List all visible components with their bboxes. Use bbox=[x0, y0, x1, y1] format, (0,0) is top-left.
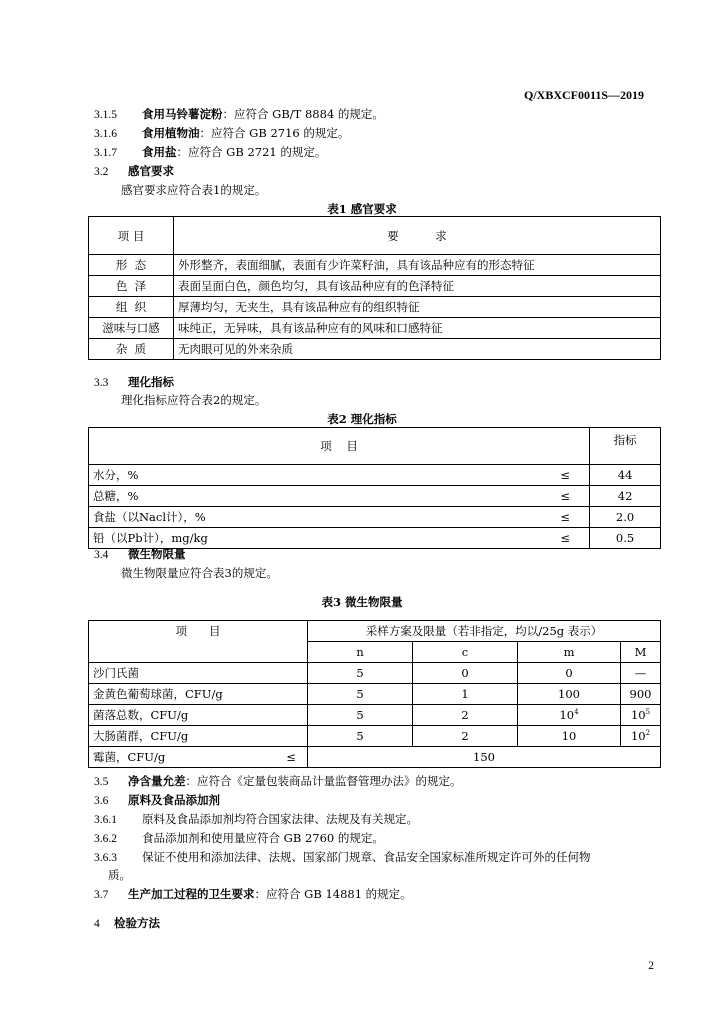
table1-caption: 表1 感官要求 bbox=[327, 202, 397, 216]
table2-row-op: ≤ bbox=[541, 486, 590, 507]
table3-row-n: 5 bbox=[308, 705, 413, 726]
table2-row-op: ≤ bbox=[541, 507, 590, 528]
table3-row-M bbox=[621, 726, 661, 747]
clause-number: 3.2 bbox=[94, 166, 109, 178]
table3-m-exponent: 4 bbox=[574, 708, 579, 717]
clause-title: 理化指标 bbox=[128, 375, 174, 389]
clause-3-6 bbox=[94, 792, 220, 808]
clause-text: ：应符合 GB/T 8884 的规定。 bbox=[222, 107, 384, 121]
table3-row-m: 0 bbox=[518, 663, 621, 684]
clause-number: 3.4 bbox=[94, 549, 109, 561]
clause-text: 食品添加剂和使用量应符合 GB 2760 的规定。 bbox=[142, 831, 384, 845]
clause-text: ：应符合 GB 2721 的规定。 bbox=[176, 145, 327, 159]
table2-row-value: 0.5 bbox=[590, 528, 661, 549]
table3-col-M: M bbox=[621, 642, 661, 663]
clause-number: 3.3 bbox=[94, 377, 109, 389]
table2-row-op: ≤ bbox=[541, 465, 590, 486]
table2-header-index: 指标 bbox=[590, 428, 661, 465]
table3-M-base: 10 bbox=[630, 729, 646, 743]
clause-3-1-6 bbox=[94, 125, 349, 141]
table3-row-M bbox=[621, 705, 661, 726]
clause-3-6-1 bbox=[94, 811, 418, 827]
clause-title: 检验方法 bbox=[114, 916, 160, 930]
clause-3-6-2 bbox=[94, 830, 384, 846]
clause-number: 3.7 bbox=[94, 889, 109, 901]
clause-3-6-3-continuation: 质。 bbox=[108, 868, 131, 882]
table1-row-requirement: 厚薄均匀，无夹生，具有该品种应有的组织特征 bbox=[174, 297, 661, 318]
table2-header-item: 项 目 bbox=[89, 428, 590, 465]
clause-text: ：应符合 GB 14881 的规定。 bbox=[254, 887, 412, 901]
table3-header-plan: 采样方案及限量（若非指定，均以/25g 表示） bbox=[308, 621, 661, 642]
table3-row-n: 5 bbox=[308, 663, 413, 684]
table3-row-item: 金黄色葡萄球菌，CFU/g bbox=[89, 684, 308, 705]
page-number: 2 bbox=[648, 960, 654, 972]
table3-col-m: m bbox=[518, 642, 621, 663]
table3-M-base: 10 bbox=[630, 708, 646, 722]
section-4 bbox=[94, 915, 160, 931]
table3-row-c: 2 bbox=[413, 726, 518, 747]
clause-text: ：应符合 GB 2716 的规定。 bbox=[199, 126, 350, 140]
table3-col-c: c bbox=[413, 642, 518, 663]
clause-3-7 bbox=[94, 886, 412, 902]
table2-row-value: 42 bbox=[590, 486, 661, 507]
table3-row-m bbox=[518, 705, 621, 726]
clause-number: 3.6 bbox=[94, 795, 109, 807]
table3-caption: 表3 微生物限量 bbox=[321, 595, 403, 609]
table1-row-item: 色 泽 bbox=[89, 276, 174, 297]
clause-3-4 bbox=[94, 546, 186, 562]
clause-number: 3.6.2 bbox=[94, 833, 117, 845]
clause-3-1-7 bbox=[94, 144, 326, 160]
clause-number: 3.1.5 bbox=[94, 109, 117, 121]
clause-number: 3.1.7 bbox=[94, 147, 117, 159]
clause-title: 食用马铃薯淀粉 bbox=[142, 107, 223, 121]
table1-row-item: 滋味与口感 bbox=[89, 318, 174, 339]
table1-header-requirement: 要 求 bbox=[174, 217, 661, 255]
clause-title: 感官要求 bbox=[128, 164, 174, 178]
clause-number: 3.1.6 bbox=[94, 128, 117, 140]
clause-number: 3.6.1 bbox=[94, 814, 117, 826]
clause-title: 食用植物油 bbox=[142, 126, 200, 140]
table2-row-item: 水分，% bbox=[89, 465, 542, 486]
clause-title: 生产加工过程的卫生要求 bbox=[128, 887, 255, 901]
table3-header-item: 项 目 bbox=[89, 621, 308, 663]
table2-row-value: 2.0 bbox=[590, 507, 661, 528]
clause-3-1-5 bbox=[94, 106, 384, 122]
clause-text: ：应符合《定量包装商品计量监督管理办法》的规定。 bbox=[185, 774, 462, 788]
clause-title: 原料及食品添加剂 bbox=[128, 793, 220, 807]
table1-row-requirement: 味纯正，无异味，具有该品种应有的风味和口感特征 bbox=[174, 318, 661, 339]
table3-m-base: 10 bbox=[559, 708, 575, 722]
clause-text: 保证不使用和添加法律、法规、国家部门规章、食品安全国家标准所规定许可外的任何物 bbox=[142, 850, 591, 864]
table3-row-c: 2 bbox=[413, 705, 518, 726]
clause-3-5 bbox=[94, 773, 462, 789]
table1-sensory bbox=[88, 216, 661, 360]
table1-row-requirement: 无肉眼可见的外来杂质 bbox=[174, 339, 661, 360]
clause-number: 4 bbox=[94, 918, 100, 930]
document-code: Q/XBXCF0011S—2019 bbox=[523, 88, 644, 102]
table3-row-c: 1 bbox=[413, 684, 518, 705]
clause-title: 净含量允差 bbox=[128, 774, 186, 788]
table2-row-op: ≤ bbox=[541, 528, 590, 549]
table2-row-item: 总糖，% bbox=[89, 486, 542, 507]
table3-col-n: n bbox=[308, 642, 413, 663]
table3-M-exponent: 2 bbox=[645, 729, 651, 738]
clause-text: 原料及食品添加剂均符合国家法律、法规及有关规定。 bbox=[142, 812, 418, 826]
table3-row-item: 沙门氏菌 bbox=[89, 663, 308, 684]
table3-row-c: 0 bbox=[413, 663, 518, 684]
table2-row-item: 铅（以Pb计），mg/kg bbox=[89, 528, 542, 549]
clause-title: 微生物限量 bbox=[128, 547, 186, 561]
clause-3-4-text: 微生物限量应符合表3的规定。 bbox=[121, 566, 278, 580]
table2-physicochemical bbox=[88, 427, 661, 549]
table3-row-n: 5 bbox=[308, 726, 413, 747]
table3-row-m: 100 bbox=[518, 684, 621, 705]
table1-row-item: 杂 质 bbox=[89, 339, 174, 360]
clause-3-2 bbox=[94, 163, 174, 179]
clause-number: 3.6.3 bbox=[94, 852, 117, 864]
clause-3-2-text: 感官要求应符合表1的规定。 bbox=[121, 183, 267, 197]
table3-microbial bbox=[88, 620, 661, 768]
table1-row-requirement: 表面呈面白色，颜色均匀，具有该品种应有的色泽特征 bbox=[174, 276, 661, 297]
table1-header-item: 项 目 bbox=[89, 217, 174, 255]
table3-row-M: 900 bbox=[621, 684, 661, 705]
table3-row-item: 大肠菌群，CFU/g bbox=[89, 726, 308, 747]
clause-title: 食用盐 bbox=[142, 145, 177, 159]
table3-mold-op: ≤ bbox=[275, 747, 308, 768]
table2-row-item: 食盐（以Nacl计），% bbox=[89, 507, 542, 528]
clause-3-3 bbox=[94, 374, 174, 390]
table1-row-item: 形 态 bbox=[89, 255, 174, 276]
clause-number: 3.5 bbox=[94, 776, 109, 788]
table1-row-requirement: 外形整齐，表面细腻，表面有少许菜籽油，具有该品种应有的形态特征 bbox=[174, 255, 661, 276]
clause-3-3-text: 理化指标应符合表2的规定。 bbox=[121, 393, 267, 407]
table1-row-item: 组 织 bbox=[89, 297, 174, 318]
table2-row-value: 44 bbox=[590, 465, 661, 486]
table3-row-M: — bbox=[621, 663, 661, 684]
table3-row-n: 5 bbox=[308, 684, 413, 705]
table3-M-exponent: 5 bbox=[645, 708, 651, 717]
table3-row-item: 菌落总数，CFU/g bbox=[89, 705, 308, 726]
table3-row-m: 10 bbox=[518, 726, 621, 747]
table2-caption: 表2 理化指标 bbox=[327, 412, 397, 426]
clause-3-6-3 bbox=[94, 849, 591, 865]
table3-mold-item: 霉菌，CFU/g bbox=[89, 747, 276, 768]
table3-mold-value: 150 bbox=[308, 747, 661, 768]
